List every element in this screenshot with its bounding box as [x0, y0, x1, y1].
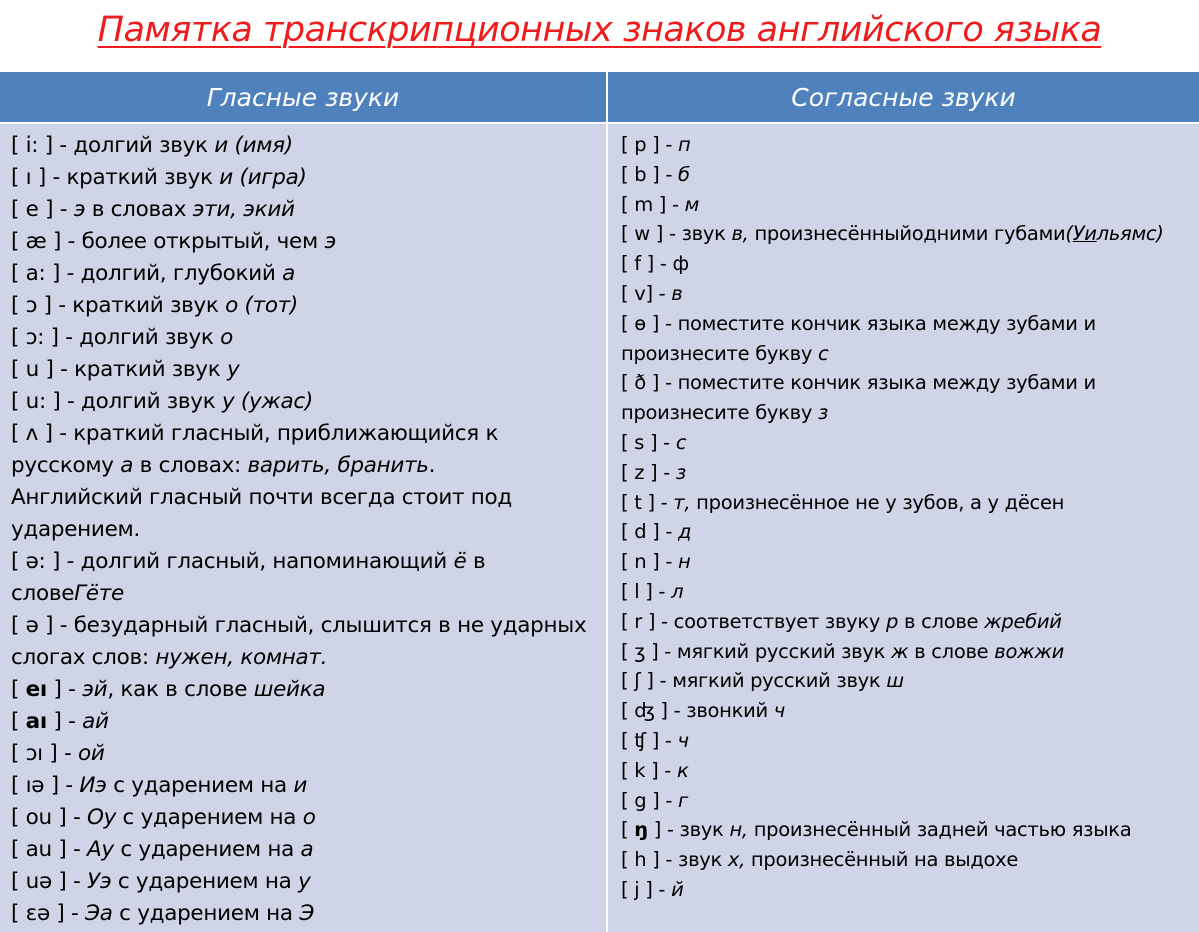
- vowel-entry-text: [ æ ] - более открытый, чем: [11, 229, 325, 254]
- consonant-entry-text: льямс): [1096, 222, 1164, 246]
- consonant-entry: [621, 190, 1164, 220]
- consonant-entry: [621, 666, 1164, 696]
- consonant-entry-text: Уи: [1072, 222, 1097, 246]
- vowel-entry: [11, 386, 586, 418]
- vowel-entry: [11, 290, 586, 322]
- vowel-entry: [11, 514, 586, 546]
- vowel-entry-text: [ u: ] - долгий звук: [11, 389, 222, 414]
- vowel-entry: [11, 130, 586, 162]
- vowel-entry-text: шейка: [253, 677, 326, 702]
- vowel-entry: [11, 418, 586, 450]
- vowel-entry-text: .: [428, 453, 436, 478]
- consonant-entry: [621, 517, 1164, 547]
- vowel-entry-text: в словах:: [133, 453, 248, 478]
- consonant-entry-text: с: [675, 430, 687, 454]
- vowel-entry-text: [ ə: ] - долгий гласный, напоминающий: [11, 549, 454, 574]
- consonant-entry-text: в: [671, 281, 683, 305]
- consonants-header: Согласные звуки: [608, 72, 1199, 122]
- consonant-entry-text: [ t ] -: [621, 490, 674, 514]
- consonant-entry-text: произнесите букву: [621, 341, 818, 365]
- vowel-entry-text: Английский гласный почти всегда стоит под: [11, 485, 512, 510]
- vowel-entry-text: ] -: [46, 677, 83, 702]
- vowel-entry-text: а: [120, 453, 134, 478]
- vowel-entry-text: с ударением на: [111, 869, 299, 894]
- consonant-entry-text: [ r ] - соответствует звуку: [621, 609, 887, 633]
- vowel-entry-text: эй: [82, 677, 108, 702]
- vowel-entry-text: э: [324, 229, 336, 254]
- consonant-entry-text: [ ʧ ] -: [621, 728, 678, 752]
- consonant-entry-text: [ b ] -: [621, 162, 679, 186]
- vowel-entry-text: ой: [77, 741, 105, 766]
- vowel-entry-text: [ uə ] -: [11, 869, 88, 894]
- consonant-entry-text: ж: [890, 639, 909, 663]
- vowel-entry-text: о (тот): [225, 293, 299, 318]
- vowel-entry-text: варить, бранить: [247, 453, 429, 478]
- vowel-entry-text: с ударением на: [112, 901, 300, 926]
- consonant-entry-text: ] - звук: [647, 818, 730, 842]
- consonant-entry-text: к: [676, 758, 689, 782]
- vowel-entry-text: [ au ] -: [11, 837, 87, 862]
- vowel-entry-text: , как в слове: [107, 677, 254, 702]
- vowel-entry: [11, 706, 586, 738]
- consonant-entry-text: [ n ] -: [621, 550, 679, 574]
- vowel-entry-text: и: [293, 773, 308, 798]
- vowel-entry-text: [ u ] - краткий звук: [11, 357, 227, 382]
- consonant-entry-text: [ k ] -: [621, 758, 677, 782]
- consonant-entry-text: з: [675, 460, 686, 484]
- header-divider: [0, 122, 1199, 124]
- consonant-entry: [621, 637, 1164, 667]
- vowel-entry-text: [ ı ] - краткий звук: [11, 165, 220, 190]
- consonant-entry-text: [ v] -: [621, 281, 672, 305]
- vowel-entry-text: eı: [25, 677, 47, 702]
- vowel-entry-text: в: [466, 549, 486, 574]
- vowel-entry-text: Ау: [86, 837, 114, 862]
- consonant-entry: [621, 160, 1164, 190]
- consonant-entry-text: н,: [729, 818, 748, 842]
- vowel-entry-text: [ ə ] - безударный гласный, слышится в не ударных: [11, 613, 587, 638]
- vowel-entry-text: русскому: [11, 453, 121, 478]
- consonant-entry-text: вожжи: [994, 639, 1064, 663]
- consonant-entry-text: в,: [731, 222, 749, 246]
- vowel-entry-text: нужен, комнат.: [155, 645, 328, 670]
- vowel-entry-text: и (имя): [214, 133, 293, 158]
- consonant-entry: [621, 726, 1164, 756]
- consonant-entry: [621, 309, 1164, 339]
- vowel-entry: [11, 482, 586, 514]
- consonant-entry-text: [ p ] -: [621, 133, 679, 156]
- vowel-entry-text: ударением.: [11, 517, 140, 542]
- consonant-entry: [621, 696, 1164, 726]
- consonants-list: [621, 130, 1164, 905]
- consonant-entry-text: й: [671, 877, 684, 901]
- vowel-entry-text: в словах: [85, 197, 193, 222]
- vowel-entry-text: [ ʌ ] - краткий гласный, приближающийся к: [11, 421, 499, 446]
- vowel-entry-text: [ е ] -: [11, 197, 74, 222]
- vowel-entry: [11, 578, 586, 610]
- consonant-entry: [621, 219, 1164, 249]
- vowel-entry-text: [: [11, 709, 26, 734]
- vowel-entry: [11, 450, 586, 482]
- vowel-entry-text: [ ɛə ] -: [11, 901, 86, 926]
- vowel-entry: [11, 194, 586, 226]
- consonant-entry-text: п: [678, 133, 691, 156]
- vowel-entry: [11, 834, 586, 866]
- vowel-entry: [11, 770, 586, 802]
- vowel-entry-text: Иэ: [79, 773, 107, 798]
- consonant-entry-text: д: [678, 520, 692, 544]
- consonant-entry: [621, 786, 1164, 816]
- vowel-entry-text: [ ıə ] -: [11, 773, 80, 798]
- consonant-entry: [621, 577, 1164, 607]
- vowel-entry-text: Уэ: [87, 869, 112, 894]
- consonant-entry-text: [ d ] -: [621, 520, 679, 544]
- vowel-entry-text: эти, экий: [192, 197, 295, 222]
- consonant-entry-text: [ ʤ ] - звонкий: [621, 699, 774, 723]
- consonant-entry: [621, 547, 1164, 577]
- vowel-entry-text: [ ou ] -: [11, 805, 87, 830]
- consonant-entry-text: [ j ] -: [621, 877, 672, 901]
- consonant-entry-text: [ m ] -: [621, 192, 685, 216]
- consonant-entry: [621, 875, 1164, 905]
- consonant-entry-text: [ ð ] - поместите кончик языка между зубами и: [621, 371, 1096, 395]
- vowel-entry-text: с ударением на: [116, 805, 303, 830]
- consonant-entry: [621, 130, 1164, 160]
- consonant-entry: [621, 249, 1164, 279]
- consonant-entry: [621, 398, 1164, 428]
- vowel-entry-text: Гёте: [74, 581, 124, 606]
- consonant-entry: [621, 279, 1164, 309]
- vowel-entry-text: у: [298, 869, 311, 894]
- vowel-entry: [11, 674, 586, 706]
- consonant-entry-text: в слове: [898, 609, 985, 633]
- consonant-entry-text: ш: [886, 669, 904, 693]
- vowel-entry-text: [ ɔ ] - краткий звук: [11, 293, 226, 318]
- vowel-entry-text: слогах слов:: [11, 645, 156, 670]
- consonant-entry: [621, 756, 1164, 786]
- vowel-entry-text: aı: [25, 709, 47, 734]
- vowel-entry: [11, 226, 586, 258]
- consonant-entry: [621, 368, 1164, 398]
- consonant-entry-text: произнесённый на выдохе: [745, 848, 1019, 872]
- consonant-entry-text: ч: [773, 699, 785, 723]
- vowel-entry: [11, 610, 586, 642]
- consonant-entry-text: б: [678, 162, 690, 186]
- consonant-entry-text: [ z ] -: [621, 460, 676, 484]
- consonant-entry-text: х,: [727, 848, 746, 872]
- vowel-entry-text: ] -: [46, 709, 83, 734]
- consonant-entry-text: ч: [677, 728, 689, 752]
- consonant-entry: [621, 815, 1164, 845]
- vowel-entry-text: [ ɔ: ] - долгий звук: [11, 325, 221, 350]
- vowel-entry: [11, 322, 586, 354]
- vowel-entry-text: слове: [11, 581, 75, 606]
- consonant-entry-text: ŋ: [634, 818, 648, 842]
- consonant-entry-text: н: [678, 550, 691, 574]
- vowel-entry: [11, 354, 586, 386]
- vowel-entry-text: Эа: [85, 901, 113, 926]
- vowel-entry-text: о: [302, 805, 316, 830]
- vowel-entry-text: [: [11, 677, 26, 702]
- consonant-entry: [621, 845, 1164, 875]
- vowel-entry-text: о: [220, 325, 233, 350]
- consonant-entry-text: р: [886, 609, 899, 633]
- consonant-entry: [621, 458, 1164, 488]
- consonant-entry-text: произнесённыйодними губами: [748, 222, 1066, 246]
- vowel-entry: [11, 258, 586, 290]
- vowel-entry-text: и (игра): [219, 165, 307, 190]
- consonant-entry-text: [ ʃ ] - мягкий русский звук: [621, 669, 887, 693]
- consonant-entry-text: [ s ] -: [621, 430, 676, 454]
- consonant-entry-text: произнесённое не у зубов, а у дёсен: [690, 490, 1065, 514]
- consonant-entry: [621, 488, 1164, 518]
- vowel-entry-text: э: [73, 197, 86, 222]
- vowel-entry-text: ай: [82, 709, 109, 734]
- consonant-entry-text: жребий: [984, 609, 1062, 633]
- consonant-entry-text: л: [671, 579, 684, 603]
- vowel-entry: [11, 162, 586, 194]
- consonant-entry-text: в слове: [908, 639, 995, 663]
- consonant-entry-text: т,: [673, 490, 691, 514]
- consonant-entry-text: з: [817, 401, 829, 425]
- vowel-entry-text: Оу: [86, 805, 116, 830]
- vowel-entry: [11, 866, 586, 898]
- consonant-entry-text: произнесите букву: [621, 401, 818, 425]
- vowel-entry-text: а: [300, 837, 314, 862]
- page-title: Памятка транскрипционных знаков английского языка: [97, 10, 1102, 50]
- vowel-entry-text: у (ужас): [221, 389, 313, 414]
- vowel-entry-text: с ударением на: [106, 773, 294, 798]
- vowel-entry: [11, 898, 586, 930]
- consonant-entry-text: г: [678, 788, 688, 812]
- consonant-entry-text: м: [684, 192, 700, 216]
- vowel-entry-text: ё: [453, 549, 467, 574]
- consonant-entry: [621, 607, 1164, 637]
- consonant-entry-text: [ g ] -: [621, 788, 679, 812]
- consonant-entry-text: [ h ] - звук: [621, 848, 728, 872]
- consonant-entry: [621, 339, 1164, 369]
- column-divider: [606, 72, 608, 932]
- consonant-entry-text: (: [1065, 222, 1073, 246]
- consonant-entry-text: [ l ] -: [621, 579, 672, 603]
- vowel-entry: [11, 642, 586, 674]
- vowel-entry-text: у: [226, 357, 240, 382]
- consonant-entry-text: [ ɵ ] - поместите кончик языка между зубами и: [621, 311, 1096, 335]
- vowel-entry-text: [ a: ] - долгий, глубокий: [11, 261, 283, 286]
- vowel-entry-text: [ ɔı ] -: [11, 741, 78, 766]
- vowel-entry: [11, 738, 586, 770]
- transcription-table: [0, 72, 1199, 932]
- vowel-entry-text: с ударением на: [113, 837, 301, 862]
- consonant-entry-text: произнесённый задней частью языка: [747, 818, 1132, 842]
- vowels-header: Гласные звуки: [0, 72, 606, 122]
- consonant-entry-text: [ ʒ ] - мягкий русский звук: [621, 639, 891, 663]
- consonant-entry-text: [: [621, 818, 635, 842]
- consonant-entry-text: с: [817, 341, 829, 365]
- vowel-entry-text: [ i: ] - долгий звук: [11, 133, 215, 158]
- vowel-entry: [11, 802, 586, 834]
- vowel-entry: [11, 546, 586, 578]
- consonant-entry-text: [ f ] - ф: [621, 252, 689, 276]
- vowel-entry-text: а: [282, 261, 295, 286]
- vowels-list: [11, 130, 586, 930]
- consonant-entry: [621, 428, 1164, 458]
- vowel-entry-text: Э: [299, 901, 315, 926]
- consonant-entry-text: [ w ] - звук: [621, 222, 732, 246]
